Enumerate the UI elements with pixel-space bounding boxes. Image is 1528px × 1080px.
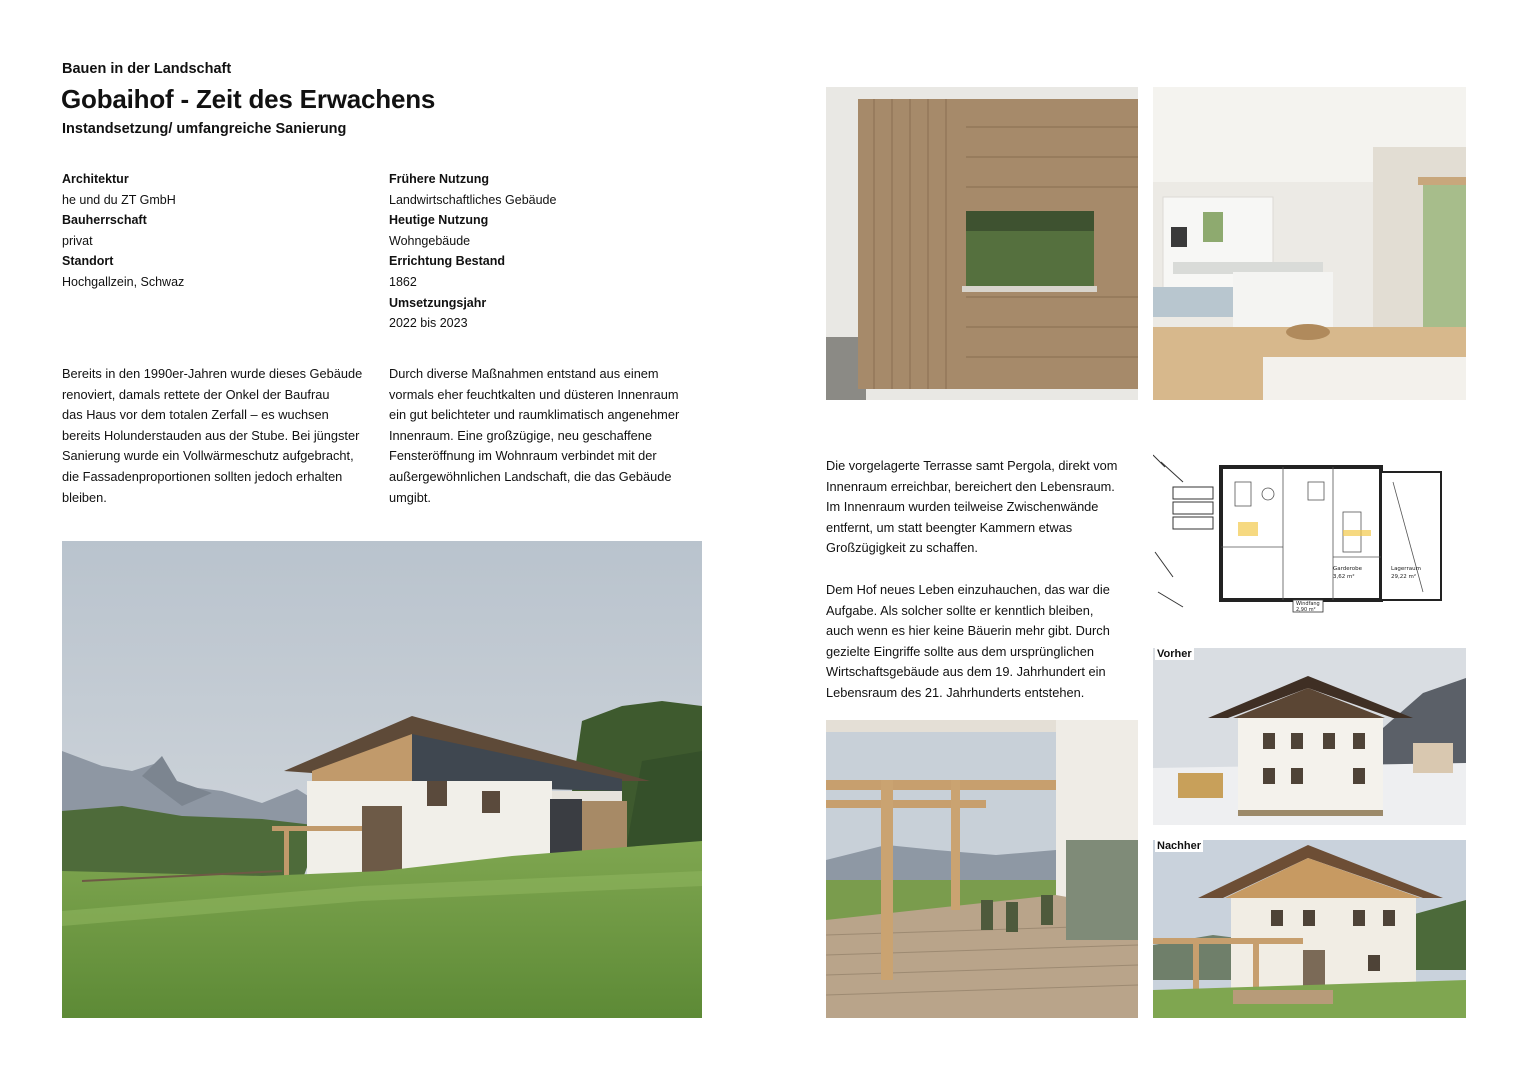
caption-before-label: Vorher [1157,648,1192,660]
caption-after-label: Nachher [1157,840,1202,852]
house-before-photo [1153,648,1466,825]
plan-label-lagerraum-area: 29,22 m² [1391,574,1417,580]
section-kicker: Bauen in der Landschaft [62,61,232,77]
pergola-terrace-photo [826,720,1138,1018]
fact-value: he und du ZT GmbH [62,192,176,207]
fact-value: 1862 [389,274,417,289]
body-text-col3a: Die vorgelagerte Terrasse samt Pergola, direkt vom Innenraum erreichbar, bereichert den Lebensraum. Im Innenraum wurden teilweise Zwischenwände entfernt, um statt beengter Kammern etwas Großzügigkeit zu schaffen. [826,458,1118,556]
article-subtitle: Instandsetzung/ umfangreiche Sanierung [62,121,347,137]
article-title: Gobaihof - Zeit des Erwachens [61,84,436,114]
fact-label: Heutige Nutzung [389,213,489,228]
facts-right [389,169,556,334]
floor-plan [1153,452,1466,617]
fact-label: Architektur [62,172,129,186]
fact-label: Frühere Nutzung [389,172,489,186]
body-text-col1: Bereits in den 1990er-Jahren wurde dieses Gebäude renoviert, damals rettete der Onkel der Baufrau das Haus vor dem totalen Zerfall – es wuchsen bereits Holunderstauden aus der Stube. Bei jüngster Sanierung wurde ein Vollwärmeschutz aufgebracht, die Fassadenproportionen sollten jedoch erhalten bleiben. [62,366,363,505]
plan-label-windfang-area: 2,90 m² [1296,607,1316,613]
kitchen-interior-photo [1153,87,1466,400]
body-text-col3b: Dem Hof neues Leben einzuhauchen, das war die Aufgabe. Als solcher sollte er kenntlich bleiben, auch wenn es hier keine Bäuerin mehr gibt. Durch gezielte Eingriffe sollte aus dem ursprünglichen Wirtschaftsgebäude aus dem 19. Jahrhundert ein Lebensraum des 21. Jahrhunderts entstehen. [826,582,1110,700]
plan-label-garderobe: Garderobe [1333,566,1363,572]
fact-value: privat [62,233,93,248]
plan-label-garderobe-area: 3,62 m² [1333,574,1355,580]
facts-left [62,169,184,293]
fact-value: Landwirtschaftliches Gebäude [389,192,557,207]
fact-label: Standort [62,254,114,269]
fact-value: Wohngebäude [389,233,471,248]
wood-facade-photo [826,87,1138,400]
plan-label-lagerraum: Lagerraum [1391,566,1421,572]
body-text-col2: Durch diverse Maßnahmen entstand aus einem vormals eher feuchtkalten und düsteren Innenraum ein gut belichteter und raumklimatisch angenehmer Innenraum. Eine großzügige, neu geschaffene Fensteröffnung im Wohnraum verbindet mit der außergewöhnlichen Landschaft, die das Gebäude umgibt. [389,366,680,505]
house-after-photo [1153,840,1466,1018]
fact-value: 2022 bis 2023 [389,316,468,331]
plan-label-windfang: Windfang [1296,601,1320,607]
fact-value: Hochgallzein, Schwaz [62,274,185,289]
fact-label: Umsetzungsjahr [389,295,487,310]
fact-label: Errichtung Bestand [389,254,505,269]
main-house-photo [62,541,702,1018]
fact-label: Bauherrschaft [62,213,147,228]
